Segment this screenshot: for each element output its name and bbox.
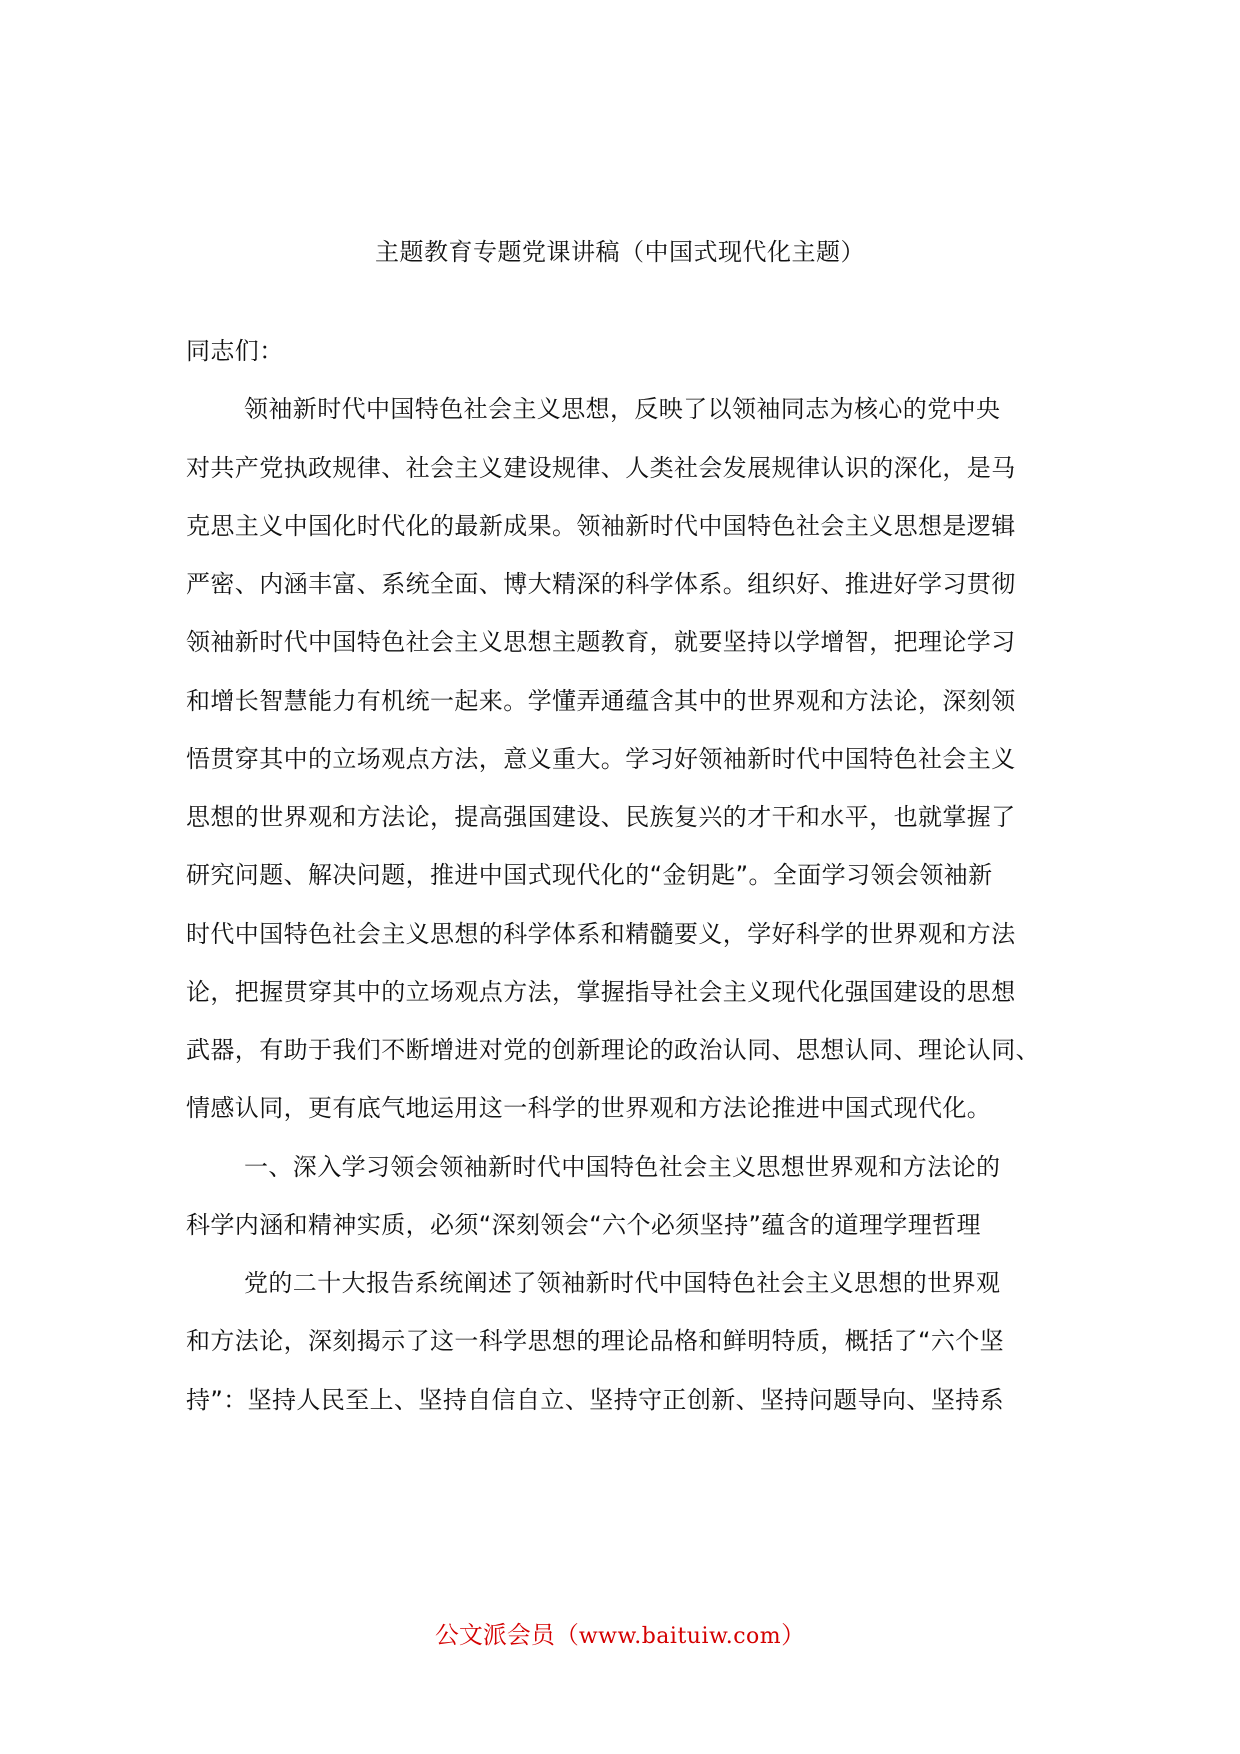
paragraph-line: 研究问题、解决问题，推进中国式现代化的“金钥匙”。全面学习领会领袖新: [186, 861, 993, 889]
paragraph-line: 严密、内涵丰富、系统全面、博大精深的科学体系。组织好、推进好学习贯彻: [186, 570, 1016, 598]
footer-close-paren: ）: [781, 1621, 806, 1649]
footer-brand: 公文派会员: [434, 1621, 555, 1649]
paragraph-line: 党的二十大报告系统阐述了领袖新时代中国特色社会主义思想的世界观: [244, 1269, 1001, 1297]
paragraph-line: 和增长智慧能力有机统一起来。学懂弄通蕴含其中的世界观和方法论，深刻领: [186, 687, 1016, 715]
section-heading-line: 科学内涵和精神实质，必须“深刻领会“六个必须坚持”蕴含的道理学理哲理: [186, 1211, 981, 1239]
footer-watermark: [0, 1617, 1240, 1655]
document-title: 主题教育专题党课讲稿（中国式现代化主题）: [375, 238, 865, 266]
paragraph-line: 克思主义中国化时代化的最新成果。领袖新时代中国特色社会主义思想是逻辑: [186, 512, 1016, 540]
section-heading-line: 一、深入学习领会领袖新时代中国特色社会主义思想世界观和方法论的: [244, 1153, 1001, 1181]
paragraph-line: 情感认同，更有底气地运用这一科学的世界观和方法论推进中国式现代化。: [186, 1094, 992, 1122]
paragraph-line: 领袖新时代中国特色社会主义思想主题教育，就要坚持以学增智，把理论学习: [186, 628, 1016, 656]
footer-url[interactable]: www.baituiw.com: [578, 1624, 782, 1649]
paragraph-line: 武器，有助于我们不断增进对党的创新理论的政治认同、思想认同、理论认同、: [186, 1036, 1040, 1064]
salutation-line: 同志们：: [186, 337, 284, 365]
paragraph-line: 论，把握贯穿其中的立场观点方法，掌握指导社会主义现代化强国建设的思想: [186, 978, 1016, 1006]
paragraph-line: 领袖新时代中国特色社会主义思想，反映了以领袖同志为核心的党中央: [244, 395, 1001, 423]
paragraph-line: 时代中国特色社会主义思想的科学体系和精髓要义，学好科学的世界观和方法: [186, 920, 1016, 948]
paragraph-line: 持”：坚持人民至上、坚持自信自立、坚持守正创新、坚持问题导向、坚持系: [186, 1386, 1005, 1414]
paragraph-line: 和方法论，深刻揭示了这一科学思想的理论品格和鲜明特质，概括了“六个坚: [186, 1327, 1005, 1355]
paragraph-line: 思想的世界观和方法论，提高强国建设、民族复兴的才干和水平，也就掌握了: [186, 803, 1016, 831]
paragraph-line: 对共产党执政规律、社会主义建设规律、人类社会发展规律认识的深化，是马: [186, 454, 1016, 482]
paragraph-line: 悟贯穿其中的立场观点方法，意义重大。学习好领袖新时代中国特色社会主义: [186, 745, 1016, 773]
footer-open-paren: （: [554, 1621, 579, 1649]
